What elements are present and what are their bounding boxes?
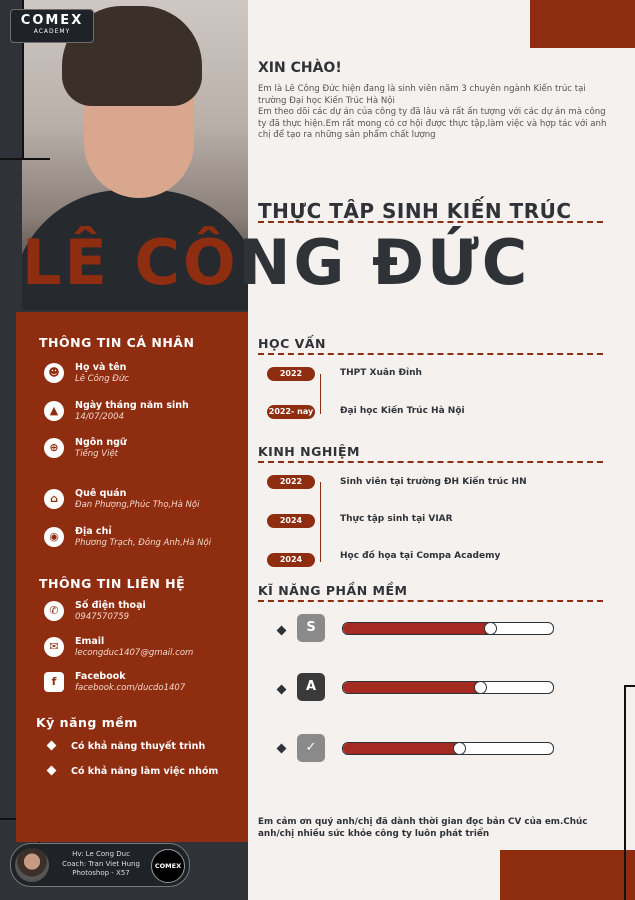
year-pill: 2022 <box>267 475 315 489</box>
facebook-icon: f <box>44 672 64 692</box>
bullet-icon <box>277 685 287 695</box>
info-label: Email <box>75 636 105 647</box>
credit-logo: COMEX <box>151 849 185 883</box>
soft-skill-text: Có khả năng làm việc nhóm <box>71 766 219 777</box>
info-label: Họ và tên <box>75 362 127 373</box>
timeline-line <box>320 374 321 414</box>
contact-item-phone <box>44 600 244 630</box>
contact-item-facebook <box>44 671 244 701</box>
skill-bar <box>342 681 554 694</box>
skill-bar-fill <box>343 623 490 634</box>
phone-icon: ✆ <box>44 601 64 621</box>
info-item-birthday <box>44 400 244 430</box>
autocad-icon: A <box>297 673 325 701</box>
timeline-text: Đại học Kiến Trúc Hà Nội <box>340 406 465 416</box>
name-red-part: LÊ CÔ <box>22 226 239 299</box>
info-value: Phương Trạch, Đông Anh,Hà Nội <box>75 538 212 548</box>
brand-logo <box>10 9 94 43</box>
soft-skill-text: Có khả năng thuyết trình <box>71 741 206 752</box>
email-icon: ✉ <box>44 637 64 657</box>
skill-bar-fill <box>343 682 480 693</box>
logo-text: COMEX <box>20 13 84 28</box>
soft-skill-item <box>48 766 218 777</box>
thanks-note: Em cảm ơn quý anh/chị đã dành thời gian đọc bản CV của em.Chúc anh/chị nhiều sức khỏe công ty luôn phát triển <box>258 817 588 839</box>
bullet-icon <box>47 741 57 751</box>
bullet-icon <box>277 744 287 754</box>
credit-coach: Coach: Tran Viet Hung <box>62 859 140 868</box>
info-value[interactable]: 0947570759 <box>75 612 130 622</box>
decor-line <box>624 685 635 687</box>
contact-item-email <box>44 636 244 666</box>
info-item-language <box>44 437 244 467</box>
decor-line <box>624 685 626 900</box>
year-pill: 2022 <box>267 367 315 381</box>
info-item-hometown <box>44 488 244 518</box>
info-value: Tiếng Việt <box>75 449 119 459</box>
skill-bar-knob <box>484 622 497 635</box>
bullet-icon <box>47 766 57 776</box>
info-label: Quê quán <box>75 488 127 499</box>
full-name <box>22 226 530 299</box>
credit-card <box>10 843 190 887</box>
info-value[interactable]: facebook.com/ducdo1407 <box>75 683 186 693</box>
software-title: KĨ NĂNG PHẦN MỀM <box>258 583 408 598</box>
timeline-line <box>320 482 321 562</box>
info-value[interactable]: lecongduc1407@gmail.com <box>75 648 194 658</box>
job-title: THỰC TẬP SINH KIẾN TRÚC <box>258 199 572 223</box>
info-label: Ngày tháng năm sinh <box>75 400 189 411</box>
soft-skill-item <box>48 741 205 752</box>
section-divider <box>258 353 603 355</box>
bottom-right-decor <box>500 850 635 900</box>
info-label: Địa chỉ <box>75 526 112 537</box>
intro-text: Em là Lê Công Đức hiện đang là sinh viên năm 3 chuyên ngành Kiến trúc tại trường Đại học Kiến Trúc Hà Nội Em theo dõi các dự án của công ty đã lâu và rất ấn tượng với các dự án mà công ty đã thực hiện.Em rất mong có cơ hội được thực tập,làm việc và hợp tác với anh chị để tạo ra những sản phẩm chất lượng <box>258 84 607 140</box>
info-label: Facebook <box>75 671 126 682</box>
year-pill: 2024 <box>267 553 315 567</box>
bullet-icon <box>277 626 287 636</box>
logo-subtext: ACADEMY <box>33 28 71 35</box>
year-pill: 2024 <box>267 514 315 528</box>
sketchup-icon: S <box>297 614 325 642</box>
home-icon: ⌂ <box>44 489 64 509</box>
skill-bar-knob <box>474 681 487 694</box>
greeting: XIN CHÀO! <box>258 60 342 76</box>
location-icon: ◉ <box>44 527 64 547</box>
globe-icon: ⊕ <box>44 438 64 458</box>
avatar <box>15 848 49 882</box>
timeline-text: Thực tập sinh tại VIAR <box>340 514 453 524</box>
decor-line <box>0 158 50 160</box>
info-value: Đan Phượng,Phúc Thọ,Hà Nội <box>75 500 200 510</box>
timeline-text: Học đồ họa tại Compa Academy <box>340 551 501 561</box>
timeline-text: Sinh viên tại trường ĐH Kiến trúc HN <box>340 477 527 487</box>
credit-student: Hv: Le Cong Duc <box>72 850 130 858</box>
skill-bar-knob <box>453 742 466 755</box>
name-dark-part: NG ĐỨC <box>238 226 531 299</box>
user-icon: ☻ <box>44 363 64 383</box>
cake-icon: ▲ <box>44 401 64 421</box>
info-item-name <box>44 362 244 392</box>
section-divider <box>258 600 603 602</box>
education-title: HỌC VẤN <box>258 336 326 351</box>
soft-skills-title: Kỹ năng mềm <box>36 715 138 730</box>
info-label: Ngôn ngữ <box>75 437 127 448</box>
experience-title: KINH NGHIỆM <box>258 444 360 459</box>
skill-bar <box>342 622 554 635</box>
skill-bar <box>342 742 554 755</box>
title-divider <box>258 221 603 223</box>
top-right-decor <box>530 0 635 48</box>
section-divider <box>258 461 603 463</box>
credit-text <box>55 850 147 879</box>
info-value: Lê Công Đức <box>75 374 129 384</box>
info-value: 14/07/2004 <box>75 412 124 422</box>
info-item-address <box>44 526 244 556</box>
contact-info-title: THÔNG TIN LIÊN HỆ <box>39 576 186 591</box>
credit-course: Photoshop - X57 <box>72 869 130 877</box>
info-label: Số điện thoại <box>75 600 146 611</box>
timeline-text: THPT Xuân Đỉnh <box>340 368 422 378</box>
skill-bar-fill <box>343 743 459 754</box>
personal-info-title: THÔNG TIN CÁ NHÂN <box>39 335 195 350</box>
year-pill: 2022- nay <box>267 405 315 419</box>
enscape-icon: ✓ <box>297 734 325 762</box>
